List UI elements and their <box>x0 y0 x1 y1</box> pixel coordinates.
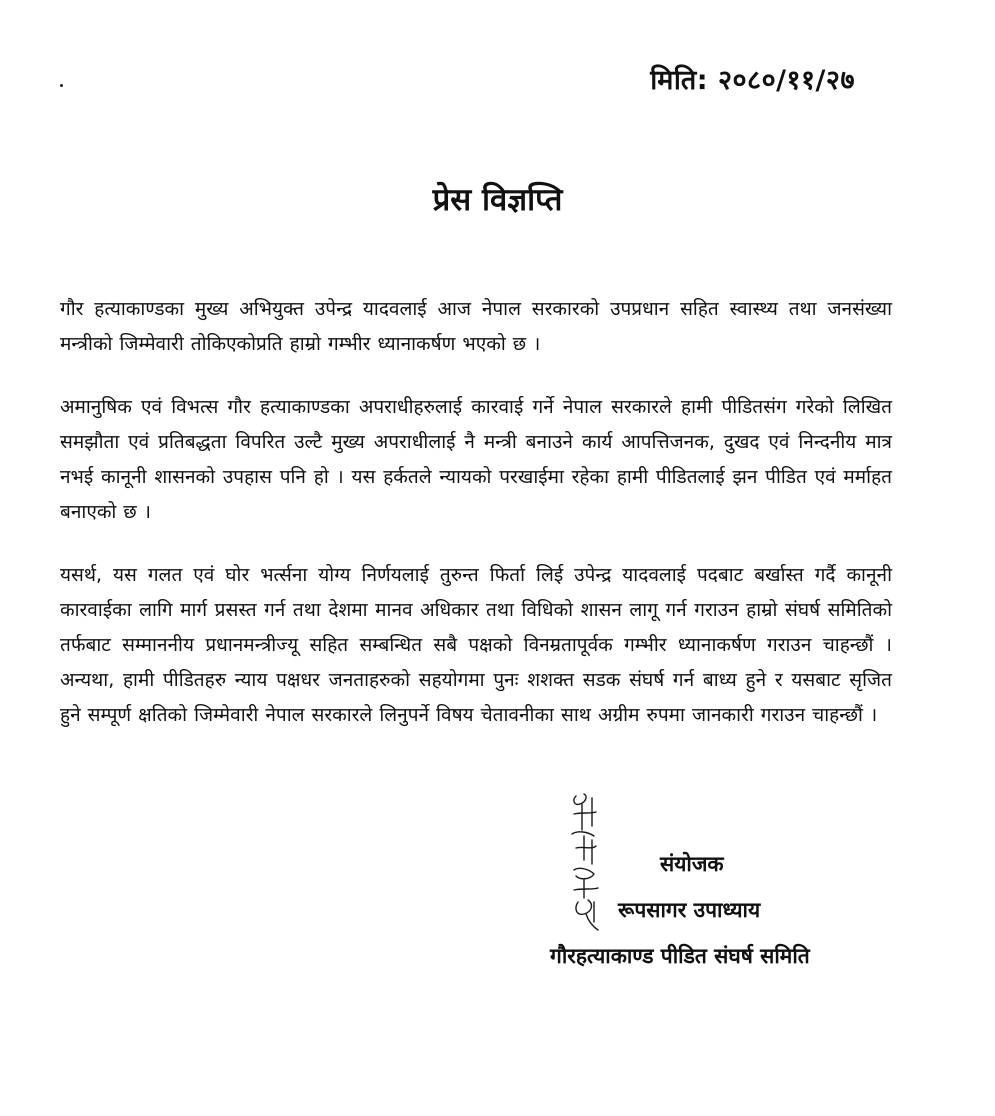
paragraph-2: अमानुषिक एवं विभत्स गौर हत्याकाण्डका अपराधीहरुलाई कारवाई गर्ने नेपाल सरकारले हामी पीडितसंग गरेको लिखित समझौता एवं प्रतिबद्धता विपरित उल्टै मुख्य अपराधीलाई नै मन्त्री बनाउने कार्य आपत्तिजनक, दुखद एवं निन्दनीय मात्र नभई कानूनी शासनको उपहास पनि हो । यस हर्कतले न्यायको परखाईमा रहेका हामी पीडितलाई झन पीडित एवं मर्माहत बनाएको छ । <box>60 396 892 523</box>
paragraph-3: यसर्थ, यस गलत एवं घोर भर्त्सना योग्य निर्णयलाई तुरुन्त फिर्ता लिई उपेन्द्र यादवलाई पदबाट बर्खास्त गर्दै कानूनी कारवाईका लागि मार्ग प्रसस्त गर्न तथा देशमा मानव अधिकार तथा विधिको शासन लागू गर्न गराउन हाम्रो संघर्ष समितिको तर्फबाट सम्माननीय प्रधानमन्त्रीज्यू सहित सम्बन्धित सबै पक्षको विनम्रतापूर्वक गम्भीर ध्यानाकर्षण गराउन चाहन्छौं । अन्यथा, हामी पीडितहरु न्याय पक्षधर जनताहरुको सहयोगमा पुनः शशक्त सडक संघर्ष गर्न बाध्य हुने र यसबाट सृजित हुने सम्पूर्ण क्षतिको जिम्मेवारी नेपाल सरकारले लिनुपर्ने विषय चेतावनीका साथ अग्रीम रुपमा जानकारी गराउन चाहन्छौं । <box>60 564 892 726</box>
body-text <box>60 292 892 761</box>
signatory-name: रूपसागर उपाध्याय <box>618 898 761 922</box>
document-title: प्रेस विज्ञप्ति <box>432 182 563 218</box>
stray-ink-dot <box>60 84 63 87</box>
release-date: मिति: २०८०/११/२७ <box>650 65 855 96</box>
signatory-organization: गौरहत्याकाण्ड पीडित संघर्ष समिति <box>550 944 810 968</box>
paragraph-1: गौर हत्याकाण्डका मुख्य अभियुक्त उपेन्द्र यादवलाई आज नेपाल सरकारको उपप्रधान सहित स्वास्थ्य तथा जनसंख्या मन्त्रीको जिम्मेवारी तोकिएकोप्रति हाम्रो गम्भीर ध्यानाकर्षण भएको छ । <box>60 298 892 355</box>
signatory-role: संयोजक <box>660 852 724 876</box>
handwritten-signature <box>562 790 612 935</box>
